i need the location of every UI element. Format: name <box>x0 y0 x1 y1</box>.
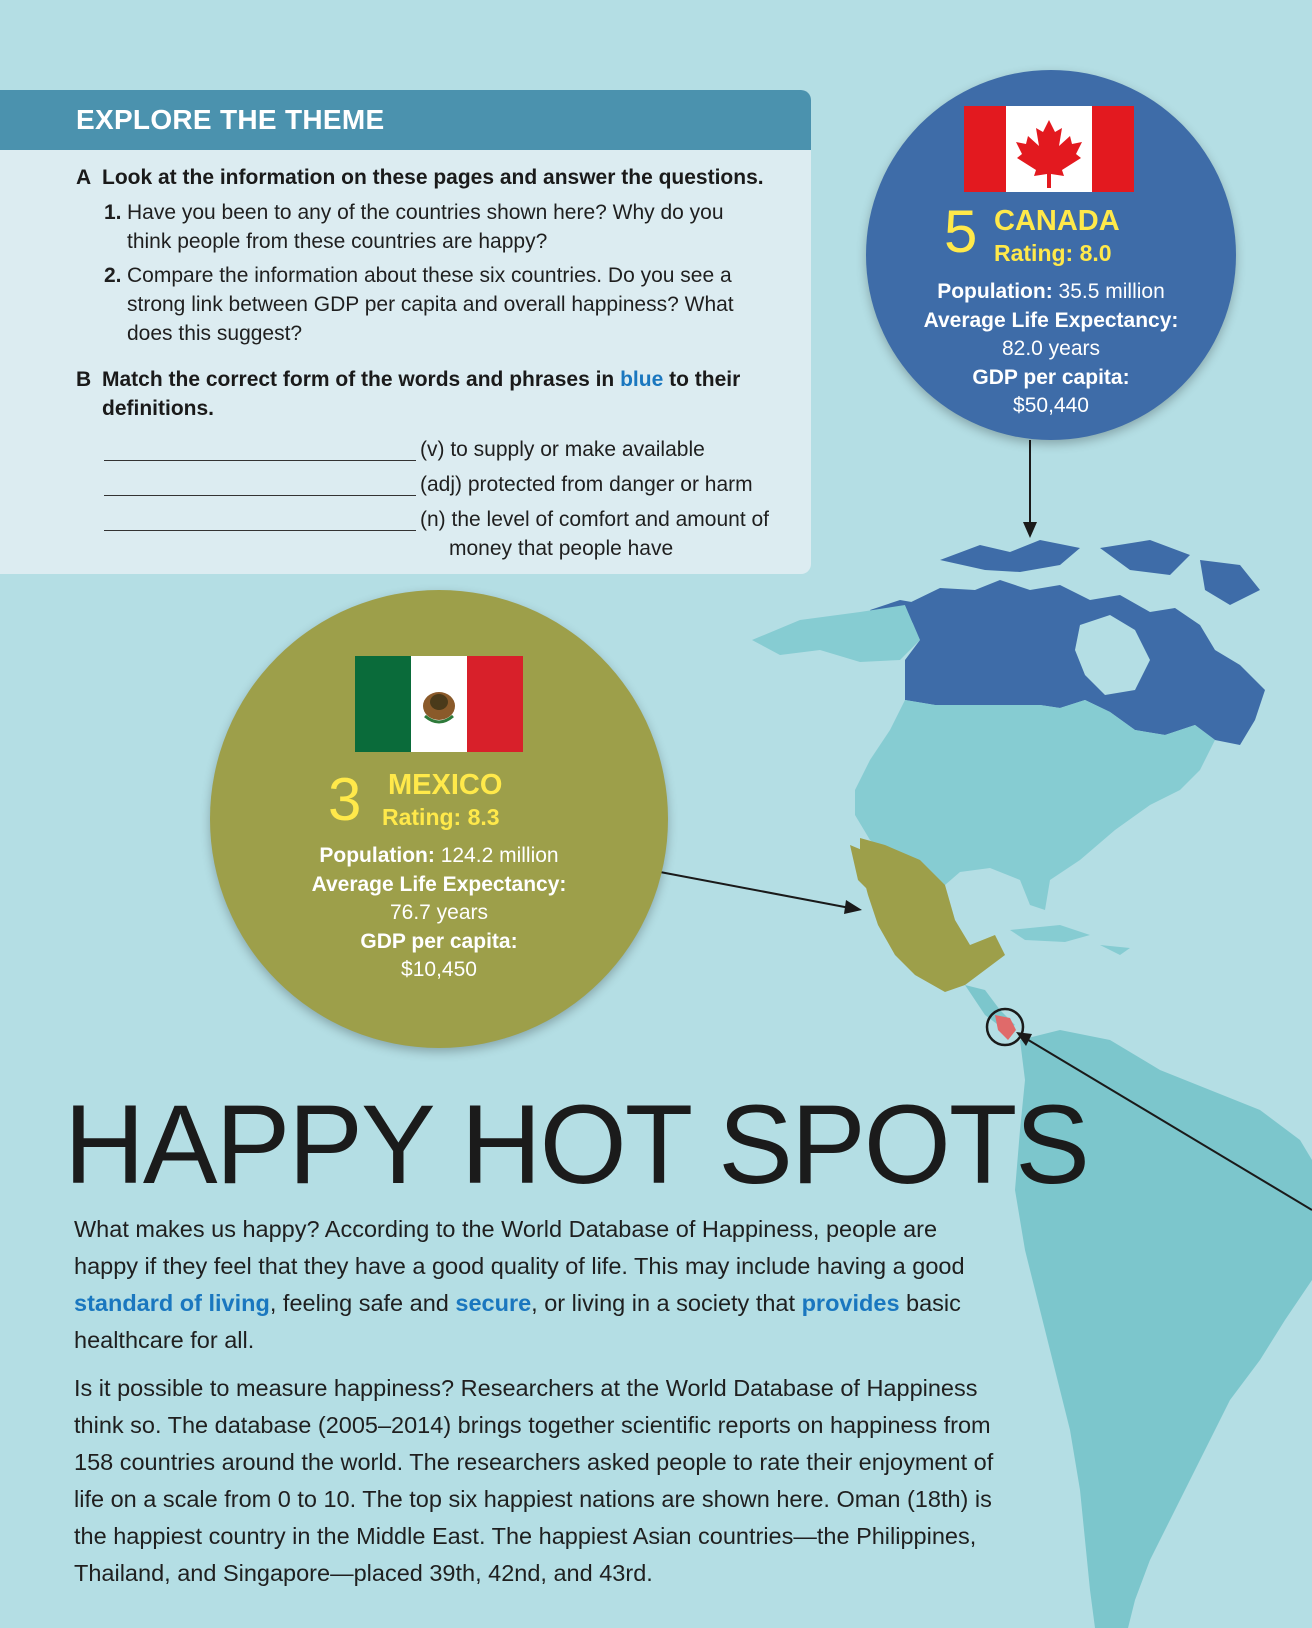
explore-header: EXPLORE THE THEME <box>0 90 811 150</box>
p1-text-b: , feeling safe and <box>269 1290 456 1316</box>
canada-circle <box>866 70 1236 440</box>
definition-1: (v) to supply or make available <box>420 438 705 461</box>
mexico-circle <box>210 590 668 1048</box>
section-b-text-post: to their definitions. <box>102 368 741 420</box>
mexico-arrowhead <box>844 900 862 914</box>
section-b-blue-word: blue <box>620 368 664 391</box>
definition-2: (adj) protected from danger or harm <box>420 473 753 496</box>
canada-name: CANADA <box>994 205 1120 237</box>
canada-life-label: Average Life Expectancy: <box>923 308 1179 332</box>
mexico-rating: Rating: 8.3 <box>382 804 500 830</box>
definition-3: (n) the level of comfort and amount of money that people have <box>420 508 770 560</box>
mexico-rank: 3 <box>328 766 362 833</box>
mexico-population: 124.2 million <box>440 844 559 867</box>
canada-flag-icon <box>964 106 1134 192</box>
alaska <box>752 605 920 662</box>
question-1-number: 1. <box>104 201 122 224</box>
mexico-flag-icon <box>355 656 523 752</box>
mexico-arrow <box>660 872 850 908</box>
answer-blank-3[interactable] <box>104 530 416 531</box>
canada-gdp: $50,440 <box>1013 394 1089 417</box>
section-b-text <box>76 365 776 423</box>
keyword-secure: secure <box>455 1290 532 1316</box>
mexico-gdp-label: GDP per capita: <box>360 929 518 953</box>
question-1 <box>104 198 764 256</box>
caribbean <box>1010 925 1130 955</box>
mexico-life-label: Average Life Expectancy: <box>311 872 567 896</box>
question-2-number: 2. <box>104 264 122 287</box>
canada-rank: 5 <box>944 198 978 265</box>
section-a-text: Look at the information on these pages and answer the questions. <box>102 166 764 189</box>
section-b-text-pre: Match the correct form of the words and phrases in <box>102 368 621 391</box>
question-1-text: Have you been to any of the countries shown here? Why do you think people from these countries are happy? <box>127 201 724 253</box>
keyword-standard-of-living: standard of living <box>74 1290 270 1316</box>
explore-panel <box>0 90 811 574</box>
section-a-letter: A <box>76 166 92 189</box>
mexico-life: 76.7 years <box>389 901 489 924</box>
page-title: HAPPY HOT SPOTS <box>64 1082 1088 1207</box>
canada-population-label: Population: <box>937 280 1053 303</box>
canada-life: 82.0 years <box>1001 337 1101 360</box>
mexico-gdp: $10,450 <box>401 958 477 981</box>
p1-text-a: What makes us happy? According to the World Database of Happiness, people are happy if they feel that they have a good quality of life. This may include having a good <box>74 1216 965 1279</box>
article-paragraph-1 <box>74 1211 994 1359</box>
p1-text-c: , or living in a society that <box>531 1290 802 1316</box>
question-2-text: Compare the information about these six countries. Do you see a strong link between GDP per capita and overall happiness? What does this suggest? <box>127 264 734 345</box>
section-b-title <box>76 365 776 423</box>
canada-stats <box>866 278 1236 421</box>
canada-arrowhead <box>1023 522 1037 538</box>
answer-blank-2[interactable] <box>104 495 416 496</box>
mexico-name: MEXICO <box>388 769 503 801</box>
answer-blank-1[interactable] <box>104 460 416 461</box>
mexico-population-label: Population: <box>319 844 435 867</box>
canada-population: 35.5 million <box>1058 280 1165 303</box>
section-b-letter: B <box>76 368 92 391</box>
canada-gdp-label: GDP per capita: <box>972 365 1130 389</box>
article-paragraph-2: Is it possible to measure happiness? Researchers at the World Database of Happiness think so. The database (2005–2014) brings together scientific reports on happiness from 158 countries around the world. The researchers asked people to rate their enjoyment of life on a scale from 0 to 10. The top six happiest nations are shown here. Oman (18th) is the happiest country in the Middle East. The happiest Asian countries—the Philippines, Thailand, and Singapore—placed 39th, 42nd, and 43rd. <box>74 1375 994 1586</box>
question-2 <box>104 261 764 348</box>
mexico-stats <box>210 842 668 985</box>
p1-text-d: basic healthcare for all. <box>74 1290 961 1353</box>
keyword-provides: provides <box>801 1290 900 1316</box>
costa-rica <box>995 1015 1016 1040</box>
section-a-title <box>76 163 796 192</box>
canada-rating: Rating: 8.0 <box>994 240 1112 266</box>
